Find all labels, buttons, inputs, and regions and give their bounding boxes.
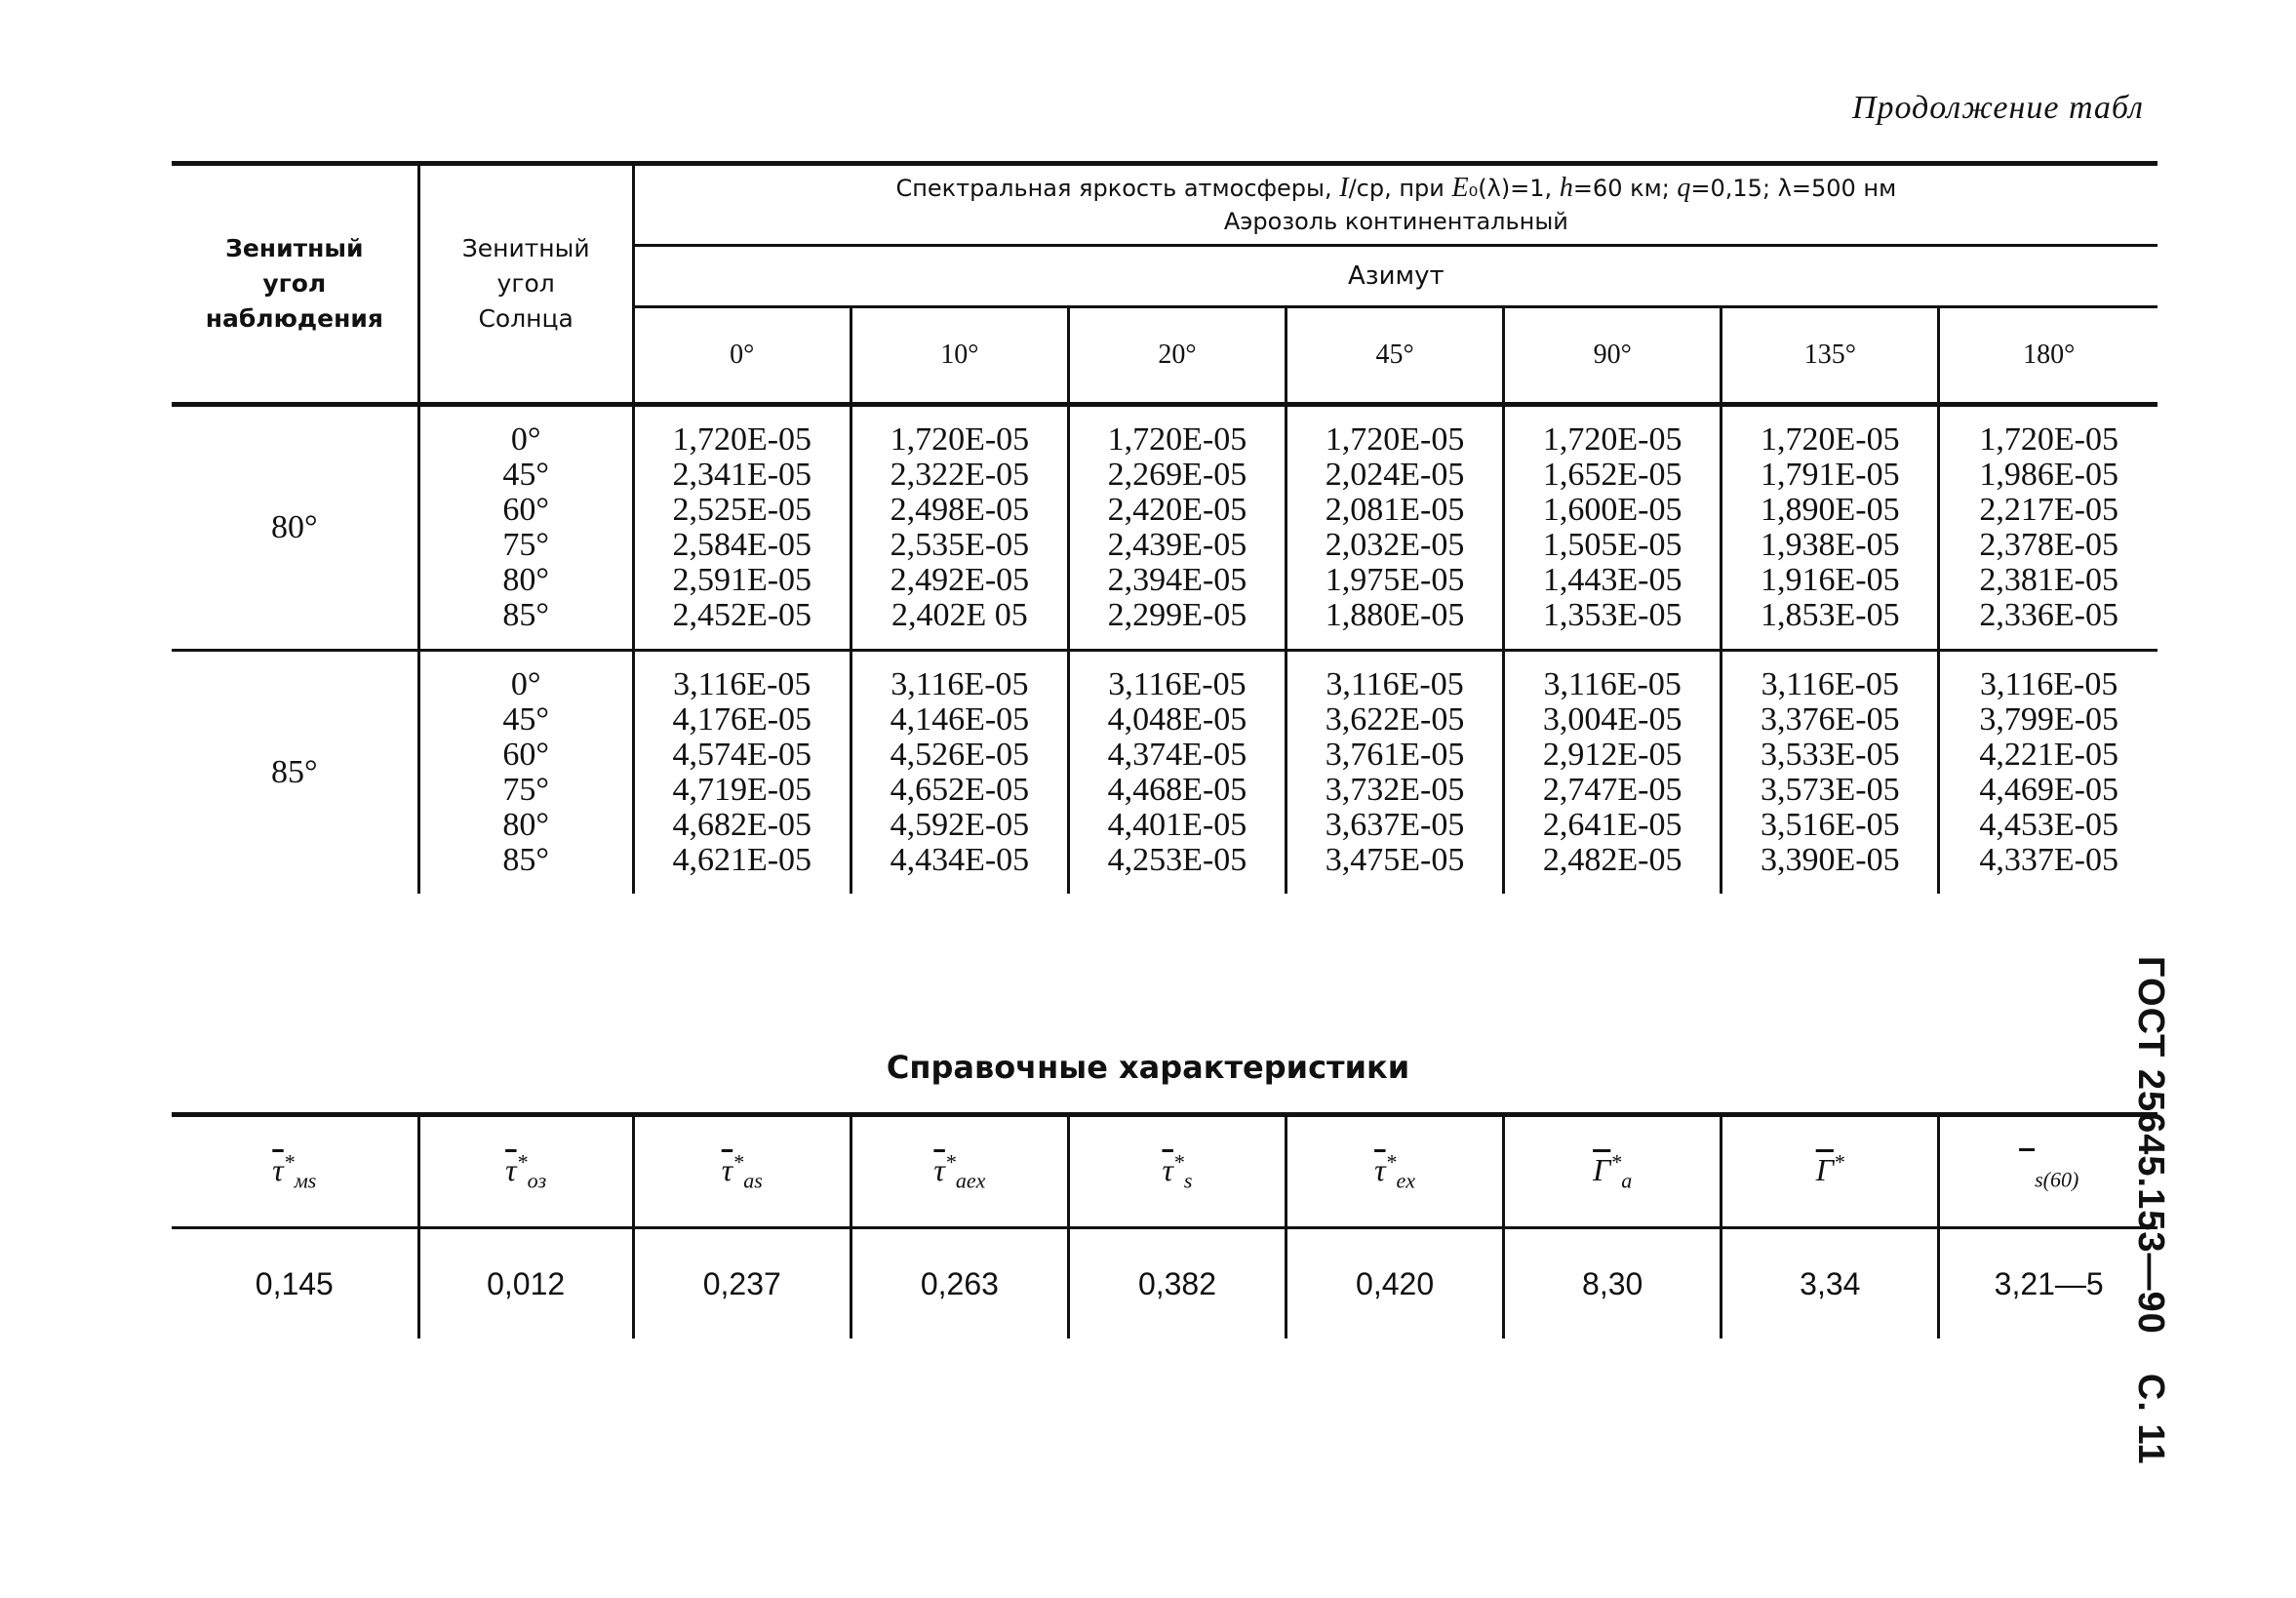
azimuth-20: 20° [1068,307,1286,405]
values-85-az90: 3,116E-05 3,004E-05 2,912E-05 2,747E-05 2,641E-05 2,482E-05 [1504,651,1722,895]
values-85-az180: 3,116E-05 3,799E-05 4,221E-05 4,469E-05 4,453E-05 4,337E-05 [1939,651,2157,895]
reference-symbols-row [172,1115,2157,1228]
values-80-az45: 1,720E-05 2,024E-05 2,081E-05 2,032E-05 1,975E-05 1,880E-05 [1287,405,1504,651]
azimuth-45: 45° [1287,307,1504,405]
reference-table [172,1112,2157,1338]
value-tau-ex: 0,420 [1287,1228,1504,1339]
sun-angles-85: 0° 45° 60° 75° 80° 85° [418,651,633,895]
azimuth-0: 0° [633,307,851,405]
symbol-gamma-a: $Г^*_a$ [1504,1115,1722,1228]
reference-title: Справочные характеристики [886,1049,1410,1086]
value-gamma-a: 8,30 [1504,1228,1722,1339]
symbol-tau-ex: $\overline{\tau}^*_{ex}$ [1287,1115,1504,1228]
values-80-az180: 1,720E-05 1,986E-05 2,217E-05 2,378E-05 2,381E-05 2,336E-05 [1939,405,2157,651]
azimuth-90: 90° [1504,307,1722,405]
symbol-tau-s: $\overline{\tau}^*_s$ [1068,1115,1286,1228]
values-85-az135: 3,116E-05 3,376E-05 3,533E-05 3,573E-05 3,516E-05 3,390E-05 [1722,651,1939,895]
symbol-tau-oz: $\overline{\tau}^*_{oз}$ [418,1115,633,1228]
page-number: С. 11 [2130,1373,2171,1465]
azimuth-10: 10° [851,307,1068,405]
continuation-label: Продолжение табл [1851,90,2144,126]
values-85-az20: 3,116E-05 4,048E-05 4,374E-05 4,468E-05 4,401E-05 4,253E-05 [1068,651,1286,895]
spectral-brightness-table [172,161,2157,894]
block-row-85 [172,651,2157,895]
symbol-tau-as: $\overline{\tau}^*_{as}$ [633,1115,851,1228]
symbol-gamma: Г* [1722,1115,1939,1228]
value-tau-as: 0,237 [633,1228,851,1339]
symbol-s60: s(60) [1939,1115,2157,1228]
table-title-line1: Спектральная яркость атмосферы, I/ср, при E₀(λ)=1, h=60 км; q=0,15; λ=500 нм [895,173,1897,203]
symbol-tau-ms: $\overline{\tau}^*_{мs}$ [172,1115,418,1228]
value-s60: 3,21—5 [1939,1228,2157,1339]
values-80-az135: 1,720E-05 1,791E-05 1,890E-05 1,938E-05 1,916E-05 1,853E-05 [1722,405,1939,651]
symbol-tau-aex: $\overline{\tau}^*_{aex}$ [851,1115,1068,1228]
table-title [633,164,2157,246]
zenith-obs-85: 85° [172,651,418,895]
sun-angles-80: 0° 45° 60° 75° 80° 85° [418,405,633,651]
value-gamma: 3,34 [1722,1228,1939,1339]
table-title-line2: Аэрозоль континентальный [1223,208,1568,235]
values-85-az45: 3,116E-05 3,622E-05 3,761E-05 3,732E-05 3,637E-05 3,475E-05 [1287,651,1504,895]
gost-code: ГОСТ 25645.153—90 [2130,956,2171,1335]
value-tau-oz: 0,012 [418,1228,633,1339]
value-tau-aex: 0,263 [851,1228,1068,1339]
values-85-az0: 3,116E-05 4,176E-05 4,574E-05 4,719E-05 4,682E-05 4,621E-05 [633,651,851,895]
block-row-80 [172,405,2157,651]
values-80-az20: 1,720E-05 2,269E-05 2,420E-05 2,439E-05 2,394E-05 2,299E-05 [1068,405,1286,651]
values-80-az0: 1,720E-05 2,341E-05 2,525E-05 2,584E-05 2,591E-05 2,452E-05 [633,405,851,651]
reference-values-row [172,1228,2157,1339]
value-tau-ms: 0,145 [172,1228,418,1339]
value-tau-s: 0,382 [1068,1228,1286,1339]
azimuth-180: 180° [1939,307,2157,405]
header-azimuth: Азимут [633,246,2157,307]
azimuth-135: 135° [1722,307,1939,405]
header-zenith-sun: Зенитный угол Солнца [418,164,633,405]
values-85-az10: 3,116E-05 4,146E-05 4,526E-05 4,652E-05 4,592E-05 4,434E-05 [851,651,1068,895]
zenith-obs-80: 80° [172,405,418,651]
header-zenith-observation: Зенитный угол наблюдения [172,164,418,405]
values-80-az90: 1,720E-05 1,652E-05 1,600E-05 1,505E-05 1,443E-05 1,353E-05 [1504,405,1722,651]
values-80-az10: 1,720E-05 2,322E-05 2,498E-05 2,535E-05 2,492E-05 2,402E 05 [851,405,1068,651]
